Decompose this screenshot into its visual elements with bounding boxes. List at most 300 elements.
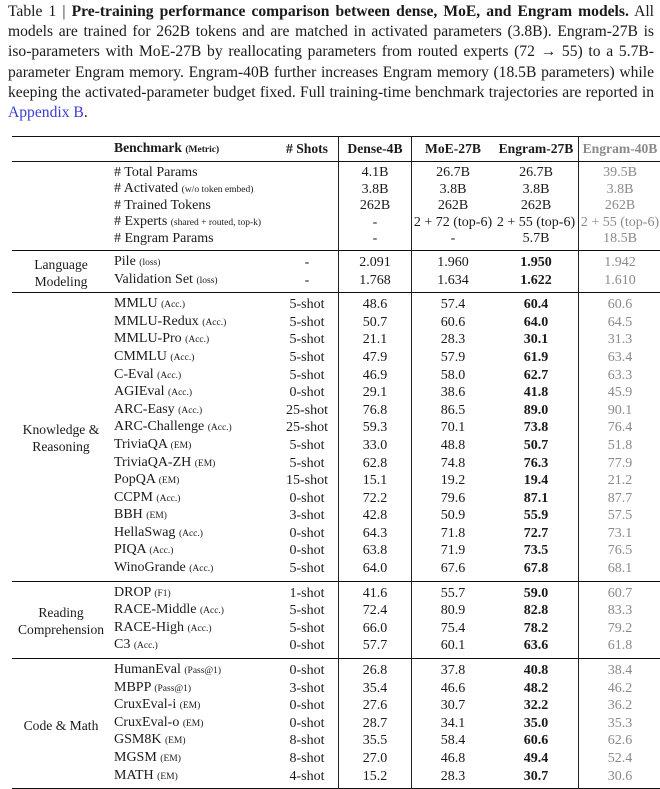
value-cell-moe-27b: 71.8 <box>412 525 495 543</box>
value-cell-engram-40b: 18.5B <box>579 231 660 250</box>
benchmark-cell <box>110 507 276 525</box>
table-row <box>12 581 660 602</box>
benchmark-cell <box>110 602 276 620</box>
benchmark-metric: (EM) <box>183 719 204 729</box>
value-cell-engram-40b: 60.7 <box>579 581 660 602</box>
value-cell-moe-27b: 74.8 <box>412 455 495 473</box>
value-cell-engram-27b: 63.6 <box>494 637 579 658</box>
table-row <box>12 750 660 768</box>
value-cell-engram-27b: 61.9 <box>494 349 579 367</box>
shots-cell: 15-shot <box>276 472 339 490</box>
value-cell-engram-27b: 5.7B <box>494 231 579 250</box>
benchmark-name: # Activated <box>114 181 178 196</box>
benchmark-name: HellaSwag <box>114 525 175 540</box>
benchmark-cell <box>110 384 276 402</box>
value-cell-engram-27b: 19.4 <box>494 472 579 490</box>
benchmark-metric: (Acc.) <box>189 564 213 574</box>
value-cell-engram-40b: 68.1 <box>579 560 660 581</box>
value-cell-engram-27b: 48.2 <box>494 680 579 698</box>
value-cell-dense-4b: 27.0 <box>339 750 412 768</box>
benchmark-name: # Trained Tokens <box>114 198 211 213</box>
value-cell-engram-40b: 57.5 <box>579 507 660 525</box>
value-cell-engram-40b: 61.8 <box>579 637 660 658</box>
shots-cell: 0-shot <box>276 490 339 508</box>
value-cell-engram-40b: 79.2 <box>579 620 660 638</box>
benchmark-name: BBH <box>114 507 143 522</box>
header-shots: # Shots <box>276 137 339 162</box>
value-cell-moe-27b: 262B <box>412 198 495 214</box>
value-cell-dense-4b: 21.1 <box>339 331 412 349</box>
shots-cell: 5-shot <box>276 602 339 620</box>
table-body <box>12 162 660 789</box>
value-cell-dense-4b: 2.091 <box>339 250 412 271</box>
value-cell-engram-40b: 35.3 <box>579 715 660 733</box>
table-row <box>12 560 660 581</box>
shots-cell: 5-shot <box>276 349 339 367</box>
section-group-label <box>12 162 110 251</box>
benchmark-name: TriviaQA-ZH <box>114 455 191 470</box>
benchmark-name: ARC-Challenge <box>114 419 204 434</box>
value-cell-engram-27b: 262B <box>494 198 579 214</box>
value-cell-moe-27b: 1.634 <box>412 272 495 293</box>
value-cell-moe-27b: 26.7B <box>412 162 495 181</box>
value-cell-dense-4b: 35.4 <box>339 680 412 698</box>
header-model-engram-40b: Engram-40B <box>579 137 660 162</box>
table-row <box>12 402 660 420</box>
header-model-moe-27b: MoE-27B <box>412 137 495 162</box>
benchmark-cell <box>110 542 276 560</box>
benchmark-metric: (loss) <box>196 276 217 286</box>
value-cell-dense-4b: 72.4 <box>339 602 412 620</box>
value-cell-engram-27b: 3.8B <box>494 181 579 199</box>
benchmark-metric: (Acc.) <box>161 300 185 310</box>
header-group-cell <box>12 137 110 162</box>
shots-cell: 5-shot <box>276 455 339 473</box>
value-cell-moe-27b: 71.9 <box>412 542 495 560</box>
header-row <box>12 137 660 162</box>
value-cell-engram-27b: 30.7 <box>494 768 579 789</box>
value-cell-dense-4b: 1.768 <box>339 272 412 293</box>
caption-title: Pre-training performance comparison between dense, MoE, and Engram models. <box>72 3 629 20</box>
value-cell-dense-4b: 28.7 <box>339 715 412 733</box>
value-cell-engram-40b: 45.9 <box>579 384 660 402</box>
benchmark-metric: (loss) <box>139 258 160 268</box>
shots-cell: 25-shot <box>276 419 339 437</box>
section-group-label: Reading Comprehension <box>12 581 110 658</box>
benchmark-name: C3 <box>114 637 130 652</box>
value-cell-engram-40b: 83.3 <box>579 602 660 620</box>
benchmark-metric: (EM) <box>195 459 216 469</box>
value-cell-engram-40b: 262B <box>579 198 660 214</box>
benchmark-name: Validation Set <box>114 272 193 287</box>
value-cell-moe-27b: 57.9 <box>412 349 495 367</box>
benchmark-name: GSM8K <box>114 732 161 747</box>
value-cell-engram-40b: 90.1 <box>579 402 660 420</box>
value-cell-engram-27b: 73.8 <box>494 419 579 437</box>
value-cell-dense-4b: 46.9 <box>339 367 412 385</box>
shots-cell: 5-shot <box>276 620 339 638</box>
benchmark-name: MMLU-Redux <box>114 314 199 329</box>
benchmark-metric: (Acc.) <box>185 335 209 345</box>
shots-cell <box>276 231 339 250</box>
value-cell-engram-40b: 1.942 <box>579 250 660 271</box>
benchmark-name: HumanEval <box>114 662 181 677</box>
benchmark-metric: (Acc.) <box>179 529 203 539</box>
shots-cell: 5-shot <box>276 560 339 581</box>
benchmark-metric: (F1) <box>154 589 170 599</box>
benchmark-metric: (EM) <box>159 476 180 486</box>
table-row <box>12 314 660 332</box>
value-cell-dense-4b: 27.6 <box>339 697 412 715</box>
table-row <box>12 602 660 620</box>
value-cell-dense-4b: 62.8 <box>339 455 412 473</box>
value-cell-dense-4b: 262B <box>339 198 412 214</box>
value-cell-engram-40b: 63.3 <box>579 367 660 385</box>
value-cell-moe-27b: 60.6 <box>412 314 495 332</box>
benchmark-name: CruxEval-o <box>114 715 179 730</box>
value-cell-engram-40b: 39.5B <box>579 162 660 181</box>
benchmark-metric: (EM) <box>171 441 192 451</box>
value-cell-dense-4b: - <box>339 231 412 250</box>
value-cell-dense-4b: 41.6 <box>339 581 412 602</box>
benchmark-cell <box>110 250 276 271</box>
shots-cell: - <box>276 272 339 293</box>
benchmark-cell <box>110 620 276 638</box>
benchmark-metric: (Acc.) <box>149 546 173 556</box>
benchmark-cell <box>110 581 276 602</box>
value-cell-engram-40b: 76.5 <box>579 542 660 560</box>
benchmark-name: C-Eval <box>114 367 154 382</box>
benchmark-name: # Engram Params <box>114 231 214 246</box>
benchmark-metric: (Acc.) <box>202 318 226 328</box>
table-row <box>12 214 660 232</box>
shots-cell: 5-shot <box>276 367 339 385</box>
benchmark-name: MMLU-Pro <box>114 331 182 346</box>
benchmark-name: RACE-High <box>114 620 184 635</box>
table-caption <box>8 2 654 123</box>
value-cell-dense-4b: 76.8 <box>339 402 412 420</box>
value-cell-engram-40b: 30.6 <box>579 768 660 789</box>
benchmark-cell <box>110 181 276 199</box>
benchmark-cell <box>110 314 276 332</box>
caption-body: All models are trained for 262B tokens and are matched in activated parameters (3.8B). Engram-27B is iso-parameters with MoE-27B by reallocating parameters from routed experts (72 → 55) to a 5.7B-parameter Engram memory. Engram-40B further increases Engram memory (18.5B parameters) while keeping the activated-parameter budget fixed. Full training-time benchmark trajectories are reported in <box>8 3 654 101</box>
value-cell-engram-40b: 3.8B <box>579 181 660 199</box>
benchmark-cell <box>110 715 276 733</box>
results-table <box>12 136 660 789</box>
benchmark-cell <box>110 367 276 385</box>
benchmark-cell <box>110 419 276 437</box>
value-cell-engram-40b: 36.2 <box>579 697 660 715</box>
value-cell-dense-4b: 47.9 <box>339 349 412 367</box>
benchmark-metric: (Pass@1) <box>154 684 191 694</box>
value-cell-dense-4b: 15.1 <box>339 472 412 490</box>
benchmark-name: CCPM <box>114 490 153 505</box>
benchmark-metric: (Acc.) <box>168 388 192 398</box>
benchmark-cell <box>110 637 276 658</box>
shots-cell <box>276 181 339 199</box>
table-row <box>12 162 660 181</box>
value-cell-engram-40b: 21.2 <box>579 472 660 490</box>
value-cell-engram-40b: 46.2 <box>579 680 660 698</box>
value-cell-moe-27b: 1.960 <box>412 250 495 271</box>
value-cell-moe-27b: 86.5 <box>412 402 495 420</box>
table-row <box>12 272 660 293</box>
shots-cell: 3-shot <box>276 507 339 525</box>
table-row <box>12 768 660 789</box>
table-row <box>12 697 660 715</box>
appendix-link[interactable]: Appendix B <box>8 104 84 121</box>
value-cell-engram-27b: 59.0 <box>494 581 579 602</box>
benchmark-metric: (Acc.) <box>208 423 232 433</box>
table-row <box>12 715 660 733</box>
section-group-label: Language Modeling <box>12 250 110 292</box>
value-cell-moe-27b: 48.8 <box>412 437 495 455</box>
table-row <box>12 637 660 658</box>
benchmark-name: PIQA <box>114 542 146 557</box>
value-cell-moe-27b: 79.6 <box>412 490 495 508</box>
benchmark-cell <box>110 272 276 293</box>
benchmark-name: ARC-Easy <box>114 402 175 417</box>
benchmark-metric: (EM) <box>160 754 181 764</box>
shots-cell: 0-shot <box>276 542 339 560</box>
section-group-label: Knowledge & Reasoning <box>12 293 110 582</box>
value-cell-engram-40b: 76.4 <box>579 419 660 437</box>
benchmark-name: CruxEval-i <box>114 697 176 712</box>
table-row <box>12 659 660 680</box>
table-row <box>12 507 660 525</box>
benchmark-metric: (Acc.) <box>134 641 158 651</box>
value-cell-engram-40b: 77.9 <box>579 455 660 473</box>
value-cell-engram-27b: 32.2 <box>494 697 579 715</box>
value-cell-engram-40b: 52.4 <box>579 750 660 768</box>
shots-cell: 5-shot <box>276 331 339 349</box>
header-benchmark <box>110 137 276 162</box>
table-row <box>12 525 660 543</box>
table-row <box>12 231 660 250</box>
benchmark-cell <box>110 659 276 680</box>
value-cell-dense-4b: - <box>339 214 412 232</box>
benchmark-metric: (Acc.) <box>178 406 202 416</box>
shots-cell: 4-shot <box>276 768 339 789</box>
value-cell-moe-27b: 38.6 <box>412 384 495 402</box>
value-cell-moe-27b: 46.6 <box>412 680 495 698</box>
shots-cell <box>276 198 339 214</box>
value-cell-moe-27b: 28.3 <box>412 768 495 789</box>
shots-cell: 5-shot <box>276 314 339 332</box>
benchmark-name: Pile <box>114 254 136 269</box>
table-row <box>12 250 660 271</box>
benchmark-metric: (Pass@1) <box>184 666 221 676</box>
value-cell-engram-27b: 82.8 <box>494 602 579 620</box>
benchmark-metric: (EM) <box>146 511 167 521</box>
value-cell-moe-27b: 46.8 <box>412 750 495 768</box>
shots-cell: 5-shot <box>276 293 339 314</box>
value-cell-dense-4b: 3.8B <box>339 181 412 199</box>
value-cell-dense-4b: 42.8 <box>339 507 412 525</box>
value-cell-moe-27b: 2 + 72 (top-6) <box>412 214 495 232</box>
shots-cell: 5-shot <box>276 437 339 455</box>
shots-cell: 0-shot <box>276 659 339 680</box>
value-cell-engram-27b: 67.8 <box>494 560 579 581</box>
value-cell-engram-40b: 31.3 <box>579 331 660 349</box>
benchmark-cell <box>110 472 276 490</box>
table-row <box>12 620 660 638</box>
section-group-label: Code & Math <box>12 659 110 789</box>
value-cell-moe-27b: 50.9 <box>412 507 495 525</box>
table-row <box>12 331 660 349</box>
shots-cell: 25-shot <box>276 402 339 420</box>
benchmark-cell <box>110 697 276 715</box>
benchmark-cell <box>110 768 276 789</box>
value-cell-engram-27b: 35.0 <box>494 715 579 733</box>
value-cell-dense-4b: 59.3 <box>339 419 412 437</box>
shots-cell: 8-shot <box>276 750 339 768</box>
benchmark-cell <box>110 750 276 768</box>
shots-cell: 1-shot <box>276 581 339 602</box>
value-cell-engram-27b: 89.0 <box>494 402 579 420</box>
benchmark-cell <box>110 198 276 214</box>
benchmark-cell <box>110 525 276 543</box>
value-cell-dense-4b: 57.7 <box>339 637 412 658</box>
shots-cell: - <box>276 250 339 271</box>
benchmark-name: WinoGrande <box>114 560 186 575</box>
value-cell-engram-27b: 64.0 <box>494 314 579 332</box>
benchmark-cell <box>110 490 276 508</box>
value-cell-engram-40b: 73.1 <box>579 525 660 543</box>
benchmark-name: DROP <box>114 585 151 600</box>
value-cell-engram-27b: 41.8 <box>494 384 579 402</box>
value-cell-engram-27b: 30.1 <box>494 331 579 349</box>
value-cell-dense-4b: 63.8 <box>339 542 412 560</box>
value-cell-dense-4b: 15.2 <box>339 768 412 789</box>
header-metric-label: (Metric) <box>185 145 219 155</box>
shots-cell <box>276 162 339 181</box>
value-cell-engram-40b: 87.7 <box>579 490 660 508</box>
benchmark-cell <box>110 331 276 349</box>
value-cell-moe-27b: 58.0 <box>412 367 495 385</box>
benchmark-cell <box>110 231 276 250</box>
table-row <box>12 542 660 560</box>
value-cell-dense-4b: 29.1 <box>339 384 412 402</box>
value-cell-engram-40b: 60.6 <box>579 293 660 314</box>
benchmark-cell <box>110 455 276 473</box>
table-row <box>12 472 660 490</box>
table-row <box>12 198 660 214</box>
value-cell-dense-4b: 66.0 <box>339 620 412 638</box>
benchmark-metric: (EM) <box>165 736 186 746</box>
benchmark-metric: (Acc.) <box>188 624 212 634</box>
shots-cell: 0-shot <box>276 697 339 715</box>
value-cell-engram-27b: 49.4 <box>494 750 579 768</box>
table-row <box>12 490 660 508</box>
value-cell-engram-27b: 2 + 55 (top-6) <box>494 214 579 232</box>
value-cell-moe-27b: 75.4 <box>412 620 495 638</box>
value-cell-dense-4b: 35.5 <box>339 732 412 750</box>
value-cell-engram-40b: 62.6 <box>579 732 660 750</box>
value-cell-moe-27b: 58.4 <box>412 732 495 750</box>
benchmark-cell <box>110 214 276 232</box>
value-cell-moe-27b: 67.6 <box>412 560 495 581</box>
benchmark-metric: (w/o token embed) <box>182 185 254 195</box>
value-cell-dense-4b: 64.3 <box>339 525 412 543</box>
value-cell-engram-40b: 64.5 <box>579 314 660 332</box>
benchmark-name: # Total Params <box>114 165 198 180</box>
shots-cell: 0-shot <box>276 525 339 543</box>
value-cell-moe-27b: 34.1 <box>412 715 495 733</box>
table-row <box>12 293 660 314</box>
header-model-engram-27b: Engram-27B <box>494 137 579 162</box>
shots-cell: 0-shot <box>276 637 339 658</box>
value-cell-engram-40b: 63.4 <box>579 349 660 367</box>
value-cell-engram-27b: 87.1 <box>494 490 579 508</box>
value-cell-engram-40b: 38.4 <box>579 659 660 680</box>
value-cell-engram-27b: 78.2 <box>494 620 579 638</box>
value-cell-engram-40b: 2 + 55 (top-6) <box>579 214 660 232</box>
shots-cell: 0-shot <box>276 384 339 402</box>
caption-end: . <box>84 104 88 121</box>
value-cell-moe-27b: 80.9 <box>412 602 495 620</box>
table-row <box>12 349 660 367</box>
value-cell-dense-4b: 48.6 <box>339 293 412 314</box>
value-cell-moe-27b: 30.7 <box>412 697 495 715</box>
table-row <box>12 455 660 473</box>
value-cell-moe-27b: 57.4 <box>412 293 495 314</box>
table-row <box>12 732 660 750</box>
benchmark-name: PopQA <box>114 472 155 487</box>
value-cell-engram-27b: 55.9 <box>494 507 579 525</box>
value-cell-dense-4b: 64.0 <box>339 560 412 581</box>
value-cell-engram-27b: 60.6 <box>494 732 579 750</box>
benchmark-metric: (shared + routed, top-k) <box>171 218 261 228</box>
table-row <box>12 437 660 455</box>
value-cell-engram-27b: 26.7B <box>494 162 579 181</box>
benchmark-metric: (Acc.) <box>170 353 194 363</box>
benchmark-cell <box>110 293 276 314</box>
value-cell-moe-27b: 3.8B <box>412 181 495 199</box>
value-cell-engram-27b: 73.5 <box>494 542 579 560</box>
benchmark-metric: (Acc.) <box>156 494 180 504</box>
table-row <box>12 419 660 437</box>
shots-cell: 3-shot <box>276 680 339 698</box>
value-cell-dense-4b: 72.2 <box>339 490 412 508</box>
value-cell-moe-27b: 55.7 <box>412 581 495 602</box>
value-cell-engram-27b: 76.3 <box>494 455 579 473</box>
value-cell-moe-27b: 60.1 <box>412 637 495 658</box>
benchmark-name: AGIEval <box>114 384 165 399</box>
table-row <box>12 680 660 698</box>
benchmark-cell <box>110 680 276 698</box>
benchmark-name: RACE-Middle <box>114 602 196 617</box>
benchmark-name: # Experts <box>114 214 167 229</box>
value-cell-engram-27b: 40.8 <box>494 659 579 680</box>
table-row <box>12 367 660 385</box>
caption-label: Table 1 | <box>8 3 72 20</box>
header-model-dense-4b: Dense-4B <box>339 137 412 162</box>
value-cell-engram-27b: 50.7 <box>494 437 579 455</box>
benchmark-metric: (Acc.) <box>157 371 181 381</box>
value-cell-engram-27b: 72.7 <box>494 525 579 543</box>
value-cell-moe-27b: 28.3 <box>412 331 495 349</box>
benchmark-name: MGSM <box>114 750 157 765</box>
value-cell-dense-4b: 33.0 <box>339 437 412 455</box>
benchmark-cell <box>110 732 276 750</box>
value-cell-moe-27b: 70.1 <box>412 419 495 437</box>
value-cell-dense-4b: 26.8 <box>339 659 412 680</box>
value-cell-dense-4b: 50.7 <box>339 314 412 332</box>
shots-cell: 0-shot <box>276 715 339 733</box>
value-cell-moe-27b: - <box>412 231 495 250</box>
benchmark-cell <box>110 560 276 581</box>
